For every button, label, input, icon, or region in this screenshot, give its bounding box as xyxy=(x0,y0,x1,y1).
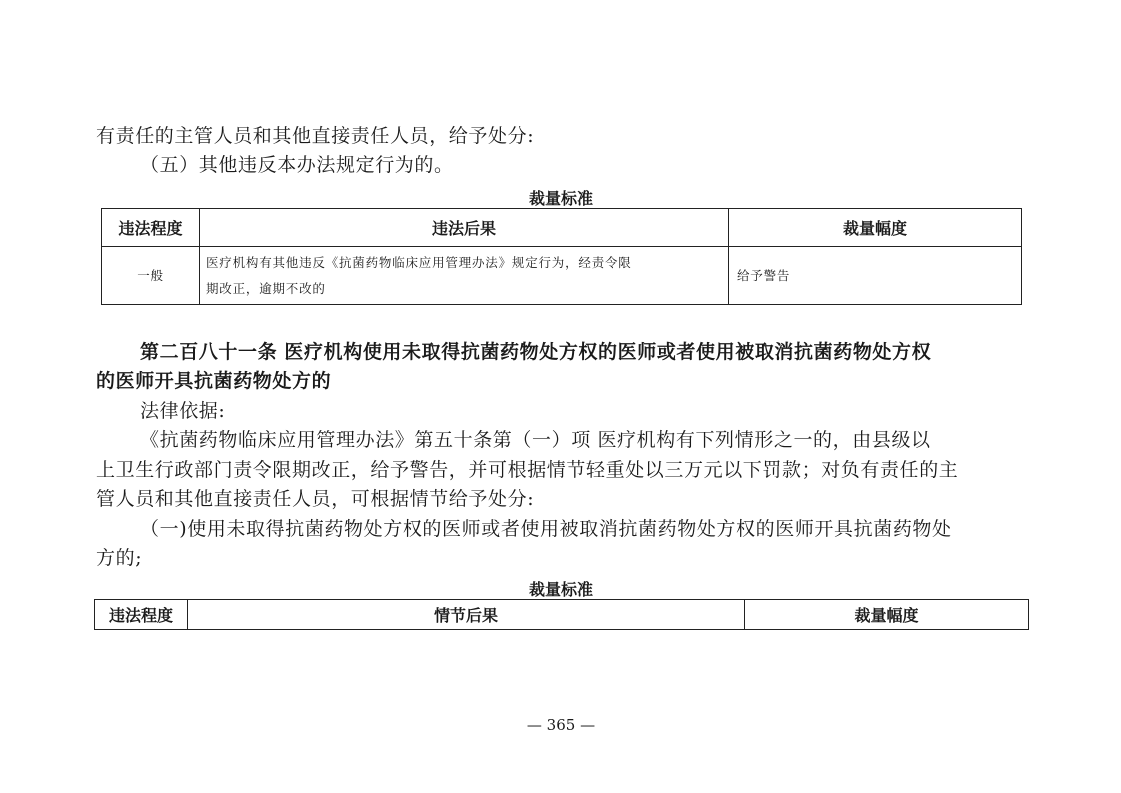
cell-consequence-line: 医疗机构有其他违反《抗菌药物临床应用管理办法》规定行为，经责令限 xyxy=(206,254,632,270)
basis-line: 《抗菌药物临床应用管理办法》第五十条第（一）项 医疗机构有下列情形之一的，由县级以 xyxy=(140,429,931,451)
page-number: — 365 — xyxy=(526,716,596,734)
article-title-line: 第二百八十一条 医疗机构使用未取得抗菌药物处方权的医师或者使用被取消抗菌药物处方权 xyxy=(140,341,932,363)
paragraph-line: （五）其他违反本办法规定行为的。 xyxy=(140,154,454,176)
cell-level: 一般 xyxy=(102,247,200,305)
paragraph-line: 有责任的主管人员和其他直接责任人员，给予处分: xyxy=(96,125,535,147)
cell-range: 给予警告 xyxy=(729,247,1022,305)
table-header-row xyxy=(102,209,1022,247)
basis-line: 管人员和其他直接责任人员，可根据情节给予处分: xyxy=(96,488,535,510)
item-line: 方的; xyxy=(96,547,143,569)
basis-label: 法律依据: xyxy=(140,400,226,422)
header-consequence: 违法后果 xyxy=(200,209,729,247)
header-range: 裁量幅度 xyxy=(729,209,1022,247)
header-range: 裁量幅度 xyxy=(745,600,1029,630)
standard-table-1 xyxy=(101,208,1022,305)
table-row xyxy=(102,247,1022,305)
table-caption: 裁量标准 xyxy=(528,580,593,599)
header-consequence: 情节后果 xyxy=(188,600,745,630)
header-level: 违法程度 xyxy=(102,209,200,247)
table-caption: 裁量标准 xyxy=(528,189,593,208)
header-level: 违法程度 xyxy=(95,600,188,630)
item-line: （一)使用未取得抗菌药物处方权的医师或者使用被取消抗菌药物处方权的医师开具抗菌药物处 xyxy=(140,518,952,540)
cell-consequence-line: 期改正，逾期不改的 xyxy=(206,280,326,296)
table-header-row xyxy=(95,600,1029,630)
cell-consequence xyxy=(200,247,729,305)
basis-line: 上卫生行政部门责令限期改正，给予警告，并可根据情节轻重处以三万元以下罚款；对负有责任的主 xyxy=(96,459,959,481)
article-title-line: 的医师开具抗菌药物处方的 xyxy=(96,370,332,392)
standard-table-2 xyxy=(94,599,1029,630)
